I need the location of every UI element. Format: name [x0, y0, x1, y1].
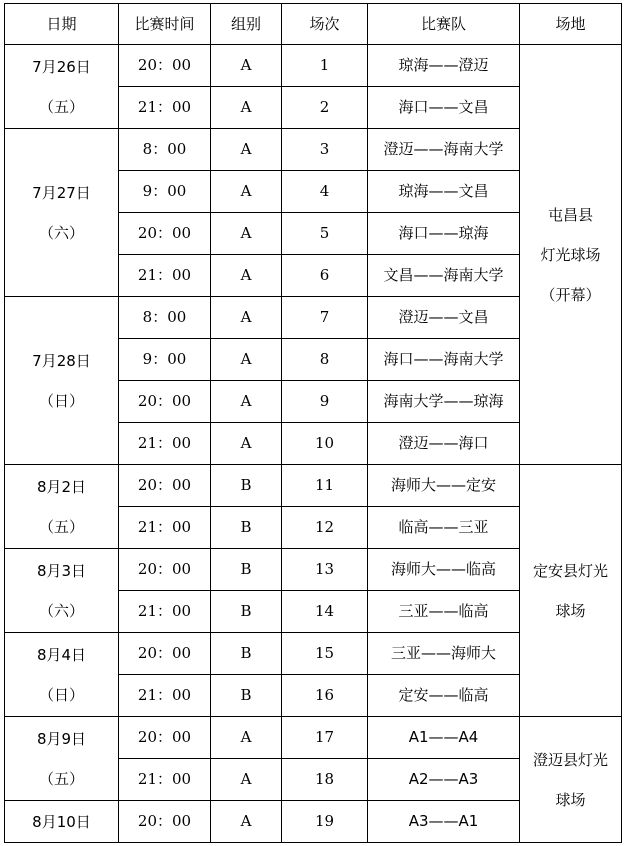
- time-cell: 21：00: [119, 423, 211, 465]
- weekday-text: （日）: [38, 391, 84, 410]
- date-text: 8月3日: [36, 561, 87, 580]
- date-cell: [5, 717, 119, 801]
- match-no-cell: 7: [282, 297, 368, 339]
- match-no-cell: 2: [282, 87, 368, 129]
- teams-cell: 澄迈——文昌: [368, 297, 520, 339]
- schedule-table: [4, 3, 622, 843]
- date-cell: [5, 549, 119, 633]
- group-cell: A: [211, 45, 282, 87]
- teams-cell: A2——A3: [368, 759, 520, 801]
- time-cell: 9：00: [119, 339, 211, 381]
- match-no-cell: 3: [282, 129, 368, 171]
- weekday-text: （六）: [38, 601, 84, 620]
- match-no-cell: 17: [282, 717, 368, 759]
- date-cell: [5, 45, 119, 129]
- time-cell: 20：00: [119, 381, 211, 423]
- time-cell: 21：00: [119, 675, 211, 717]
- group-cell: B: [211, 591, 282, 633]
- weekday-text: （五）: [38, 97, 84, 116]
- group-cell: B: [211, 633, 282, 675]
- time-cell: 21：00: [119, 507, 211, 549]
- venue-line: 球场: [555, 790, 586, 809]
- header-venue: 场地: [520, 4, 622, 45]
- time-cell: 20：00: [119, 717, 211, 759]
- time-cell: 20：00: [119, 801, 211, 843]
- match-no-cell: 13: [282, 549, 368, 591]
- venue-line: 屯昌县: [547, 205, 593, 224]
- teams-cell: A1——A4: [368, 717, 520, 759]
- header-teams: 比赛队: [368, 4, 520, 45]
- time-cell: 20：00: [119, 465, 211, 507]
- match-no-cell: 15: [282, 633, 368, 675]
- time-cell: 9：00: [119, 171, 211, 213]
- group-cell: A: [211, 423, 282, 465]
- venue-cell: [520, 465, 622, 717]
- date-text: 8月4日: [36, 645, 87, 664]
- venue-line: 球场: [555, 601, 586, 620]
- venue-cell: [520, 717, 622, 843]
- group-cell: A: [211, 381, 282, 423]
- date-cell: [5, 297, 119, 465]
- time-cell: 20：00: [119, 213, 211, 255]
- time-cell: 21：00: [119, 255, 211, 297]
- date-text: 8月2日: [36, 477, 87, 496]
- match-no-cell: 5: [282, 213, 368, 255]
- group-cell: B: [211, 465, 282, 507]
- group-cell: A: [211, 717, 282, 759]
- teams-cell: 海师大——定安: [368, 465, 520, 507]
- weekday-text: （六）: [38, 223, 84, 242]
- match-no-cell: 11: [282, 465, 368, 507]
- teams-cell: 海师大——临高: [368, 549, 520, 591]
- weekday-text: （日）: [38, 685, 84, 704]
- match-no-cell: 6: [282, 255, 368, 297]
- teams-cell: A3——A1: [368, 801, 520, 843]
- time-cell: 8：00: [119, 297, 211, 339]
- date-cell: [5, 801, 119, 843]
- date-text: 7月27日: [32, 183, 91, 202]
- header-match-no: 场次: [282, 4, 368, 45]
- date-text: 7月28日: [32, 351, 91, 370]
- schedule-body: [5, 45, 622, 843]
- time-cell: 21：00: [119, 591, 211, 633]
- table-row: [5, 45, 622, 87]
- date-cell: [5, 633, 119, 717]
- date-cell: [5, 129, 119, 297]
- header-row: [5, 4, 622, 45]
- group-cell: A: [211, 129, 282, 171]
- date-cell: [5, 465, 119, 549]
- weekday-text: （五）: [38, 769, 84, 788]
- match-no-cell: 19: [282, 801, 368, 843]
- teams-cell: 定安——临高: [368, 675, 520, 717]
- time-cell: 21：00: [119, 759, 211, 801]
- teams-cell: 澄迈——海口: [368, 423, 520, 465]
- date-text: 7月26日: [32, 57, 91, 76]
- date-text: 8月9日: [36, 729, 87, 748]
- group-cell: B: [211, 549, 282, 591]
- match-no-cell: 10: [282, 423, 368, 465]
- time-cell: 20：00: [119, 45, 211, 87]
- group-cell: A: [211, 87, 282, 129]
- header-group: 组别: [211, 4, 282, 45]
- teams-cell: 三亚——临高: [368, 591, 520, 633]
- match-no-cell: 18: [282, 759, 368, 801]
- header-time: 比赛时间: [119, 4, 211, 45]
- time-cell: 20：00: [119, 549, 211, 591]
- venue-line: 定安县灯光: [532, 561, 608, 580]
- group-cell: A: [211, 171, 282, 213]
- match-no-cell: 9: [282, 381, 368, 423]
- teams-cell: 海南大学——琼海: [368, 381, 520, 423]
- group-cell: B: [211, 507, 282, 549]
- venue-line: 澄迈县灯光: [532, 750, 608, 769]
- time-cell: 20：00: [119, 633, 211, 675]
- time-cell: 21：00: [119, 87, 211, 129]
- group-cell: A: [211, 297, 282, 339]
- venue-line: （开幕）: [540, 285, 601, 304]
- teams-cell: 临高——三亚: [368, 507, 520, 549]
- header-date: 日期: [5, 4, 119, 45]
- teams-cell: 琼海——澄迈: [368, 45, 520, 87]
- date-text: 8月10日: [32, 812, 91, 831]
- time-cell: 8：00: [119, 129, 211, 171]
- group-cell: A: [211, 801, 282, 843]
- teams-cell: 澄迈——海南大学: [368, 129, 520, 171]
- group-cell: A: [211, 339, 282, 381]
- group-cell: A: [211, 255, 282, 297]
- teams-cell: 琼海——文昌: [368, 171, 520, 213]
- group-cell: A: [211, 213, 282, 255]
- teams-cell: 海口——文昌: [368, 87, 520, 129]
- match-no-cell: 8: [282, 339, 368, 381]
- venue-cell: [520, 45, 622, 465]
- table-row: [5, 717, 622, 759]
- match-no-cell: 1: [282, 45, 368, 87]
- match-no-cell: 16: [282, 675, 368, 717]
- teams-cell: 文昌——海南大学: [368, 255, 520, 297]
- group-cell: B: [211, 675, 282, 717]
- match-no-cell: 4: [282, 171, 368, 213]
- venue-line: 灯光球场: [540, 245, 601, 264]
- weekday-text: （五）: [38, 517, 84, 536]
- group-cell: A: [211, 759, 282, 801]
- match-no-cell: 12: [282, 507, 368, 549]
- match-no-cell: 14: [282, 591, 368, 633]
- teams-cell: 海口——琼海: [368, 213, 520, 255]
- teams-cell: 海口——海南大学: [368, 339, 520, 381]
- teams-cell: 三亚——海师大: [368, 633, 520, 675]
- table-row: [5, 465, 622, 507]
